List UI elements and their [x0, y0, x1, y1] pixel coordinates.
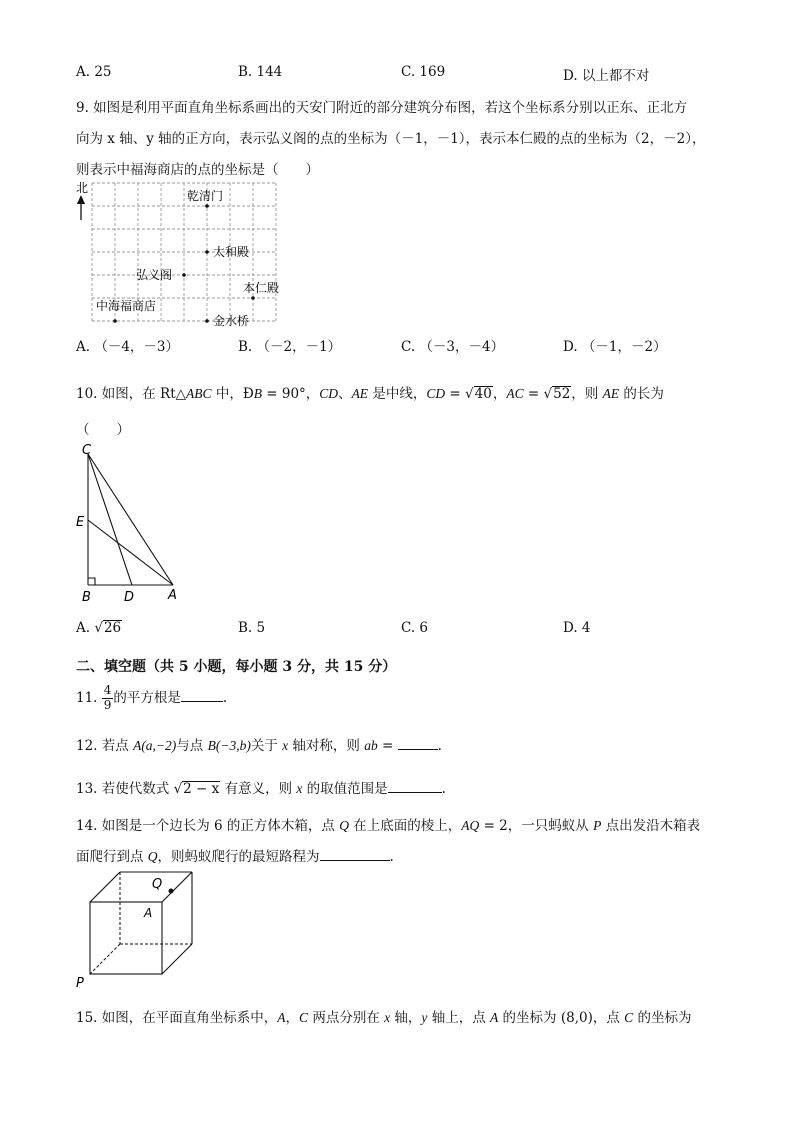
q9-map-figure [72, 180, 287, 330]
cube-label-a: A [144, 906, 153, 920]
q15-stem-line1: 15. 如图，在平面直角坐标系中，A，C 两点分别在 x 轴，y 轴上，点 A 的坐标为 (8,0)，点 C 的坐标为 [76, 1010, 692, 1026]
q9-option-a: A. （－4，－3） [76, 339, 180, 355]
vertex-c: C [82, 443, 92, 458]
q10-stem-line1: 10. 如图，在 Rt△ABC 中，ÐB = 90°，CD、AE 是中线，CD = √40，AC = √52，则 AE 的长为 [76, 386, 664, 402]
q13-stem: 13. 若使代数式 √2 − x 有意义，则 x 的取值范围是 . [76, 781, 446, 797]
q10-option-b: B. 5 [238, 620, 266, 636]
q9-option-c: C. （－3，－4） [401, 339, 505, 355]
sqrt-52: 52 [553, 386, 571, 402]
q10-answer-paren: （ ） [76, 422, 130, 438]
map-label-benrendian: 本仁殿 [243, 281, 280, 295]
cube-label-p: P [76, 976, 84, 991]
sqrt-40: 40 [474, 386, 492, 402]
vertex-d: D [124, 590, 135, 604]
q11-stem: 11. $\frac{4}{9}$ 的平方根是 . [76, 683, 228, 712]
q11-answer-blank[interactable] [181, 701, 223, 702]
point-q-dot [169, 889, 174, 894]
q8-option-b: B. 144 [238, 64, 283, 80]
map-label-jinshuiqiao: 金水桥 [213, 314, 250, 328]
q9-stem-line1: 9. 如图是利用平面直角坐标系画出的天安门附近的部分建筑分布图，若这个坐标系分别以正东、正北方 [76, 100, 688, 116]
section-title-fill-blank: 二、填空题（共 5 小题，每小题 3 分，共 15 分） [76, 659, 397, 675]
map-north-label: 北 [76, 181, 89, 195]
q9-option-d: D. （－1，－2） [563, 339, 667, 355]
map-label-zhonghaifu: 中海福商店 [96, 299, 157, 313]
q14-cube-figure [72, 866, 197, 991]
map-label-qianqingmen: 乾清门 [187, 189, 224, 203]
map-label-hongyige: 弘义阁 [136, 268, 173, 282]
q14-stem-line1: 14. 如图是一个边长为 6 的正方体木箱，点 Q 在上底面的棱上，AQ = 2，一只蚂蚁从 P 点出发沿木箱表 [76, 818, 701, 834]
north-arrow-icon [77, 195, 85, 220]
vertex-a: A [168, 588, 177, 603]
q12-stem: 12. 若点 A(a,−2)与点 B(−3,b)关于 x 轴对称，则 ab = . [76, 738, 442, 754]
q9-stem-line3: 则表示中福海商店的点的坐标是（ ） [76, 162, 319, 178]
q9-option-b: B. （－2，－1） [238, 339, 342, 355]
q12-answer-blank[interactable] [398, 749, 438, 750]
q14-stem-line2: 面爬行到点 Q，则蚂蚁爬行的最短路程为 . [76, 849, 394, 865]
q8-option-d: D. 以上都不对 [563, 68, 650, 84]
q10-option-a: A. √26 [76, 620, 122, 636]
map-label-taihedian: 太和殿 [213, 245, 250, 259]
q10-option-d: D. 4 [563, 620, 591, 636]
q13-answer-blank[interactable] [388, 792, 442, 793]
q8-option-a: A. 25 [76, 64, 112, 80]
fraction-4-9: $\frac{4}{9}$ [103, 683, 112, 712]
q9-stem-line2: 向为 x 轴、y 轴的正方向，表示弘义阁的点的坐标为（－1，－1），表示本仁殿的点的坐标为（2，－2）， [76, 131, 706, 147]
q8-option-c: C. 169 [401, 64, 446, 80]
sqrt-2-minus-x: 2 − x [183, 781, 220, 797]
vertex-e: E [76, 515, 85, 530]
q14-answer-blank[interactable] [320, 860, 390, 861]
vertex-b: B [82, 590, 91, 604]
cube-label-q: Q [152, 877, 163, 892]
q10-triangle-figure [72, 442, 187, 604]
q10-option-c: C. 6 [401, 620, 429, 636]
